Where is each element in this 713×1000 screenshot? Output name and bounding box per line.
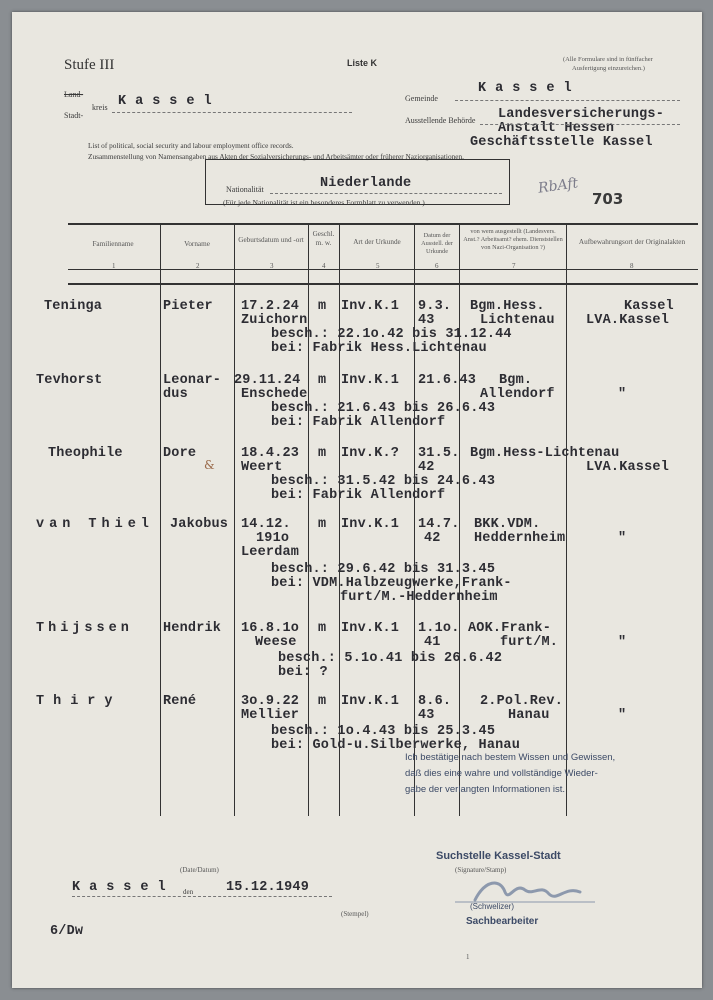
column-number-8: 8 bbox=[630, 262, 634, 270]
record-6-docdate-1: 8.6. bbox=[418, 694, 452, 709]
record-5-docdate-1: 1.1o. bbox=[418, 621, 460, 636]
nationality-label: Nationalität bbox=[226, 185, 264, 194]
record-1-issuer-2: Lichtenau bbox=[480, 313, 555, 328]
record-3-employment: besch.: 31.5.42 bis 24.6.43 bbox=[271, 474, 496, 489]
stadt-label: Stadt- bbox=[64, 111, 84, 120]
record-6-doctype: Inv.K.1 bbox=[341, 694, 400, 709]
record-6-given: René bbox=[163, 694, 197, 709]
handwritten-number: 703 bbox=[592, 190, 624, 208]
nationality-underline bbox=[270, 193, 502, 194]
record-3-issuer: Bgm.Hess-Lichtenau bbox=[470, 446, 620, 461]
record-3-doctype: Inv.K.? bbox=[341, 446, 400, 461]
record-4-birthplace: Leerdam bbox=[241, 545, 300, 560]
column-number-5: 5 bbox=[376, 262, 380, 270]
gemeinde-value: Kassel bbox=[478, 81, 581, 96]
behoerde-underline bbox=[480, 124, 680, 125]
record-2-family: Tevhorst bbox=[36, 373, 103, 388]
record-4-sex: m bbox=[318, 517, 327, 532]
kreis-value: Kassel bbox=[118, 94, 221, 109]
col-divider-2 bbox=[234, 224, 235, 816]
record-2-issuer-1: Bgm. bbox=[499, 373, 533, 388]
record-2-birthplace: Enschede bbox=[241, 387, 308, 402]
nationality-note: (Für jede Nationalität ist ein besonderes Formblatt zu verwenden.) bbox=[223, 198, 425, 207]
record-5-birthdate: 16.8.1o bbox=[241, 621, 300, 636]
kreis-underline bbox=[112, 112, 352, 113]
record-1-issuer-1: Bgm.Hess. bbox=[470, 299, 545, 314]
col-divider-7 bbox=[566, 224, 567, 816]
record-5-sex: m bbox=[318, 621, 327, 636]
copies-note-2: Ausfertigung einzureichen.) bbox=[572, 65, 645, 72]
record-4-given: Jakobus bbox=[170, 517, 229, 532]
record-4-employer: bei: VDM.Halbzeugwerke,Frank- bbox=[271, 576, 512, 591]
record-5-issuer-2: furt/M. bbox=[500, 635, 559, 650]
record-2-employment: besch.: 21.6.43 bis 26.6.43 bbox=[271, 401, 496, 416]
record-5-employment: besch.: 5.1o.41 bis 26.6.42 bbox=[278, 651, 503, 666]
record-4-employment: besch.: 29.6.42 bis 31.3.45 bbox=[271, 562, 496, 577]
record-1-family: Teninga bbox=[44, 299, 103, 314]
record-2-given: Leonar- bbox=[163, 373, 222, 388]
behoerde-line-1: Landesversicherungs- bbox=[498, 107, 665, 122]
record-2-issuer-2: Allendorf bbox=[480, 387, 555, 402]
record-2-archive: " bbox=[618, 387, 627, 402]
office-stamp: Suchstelle Kassel-Stadt bbox=[436, 850, 561, 862]
column-header-archive: Aufbewahrungsort der Originalakten bbox=[578, 238, 686, 246]
land-label: Land- bbox=[64, 90, 84, 99]
record-1-sex: m bbox=[318, 299, 327, 314]
copies-note-1: (Alle Formulare sind in fünffacher bbox=[563, 56, 653, 63]
record-2-employer: bei: Fabrik Allendorf bbox=[271, 415, 446, 430]
record-5-doctype: Inv.K.1 bbox=[341, 621, 400, 636]
kreis-label: kreis bbox=[92, 103, 108, 112]
record-2-birthdate: 29.11.24 bbox=[234, 373, 301, 388]
record-6-docdate-2: 43 bbox=[418, 708, 435, 723]
record-4-doctype: Inv.K.1 bbox=[341, 517, 400, 532]
column-header-sex: Geschl. m. w. bbox=[312, 230, 335, 247]
signer-name: (Schwelizer) bbox=[470, 902, 515, 911]
record-4-archive: " bbox=[618, 531, 627, 546]
column-header-docdate: Datum der Ausstell. der Urkunde bbox=[421, 232, 453, 255]
column-header-issuer: von wem ausgestellt (Landesvers. Anst.? Arbeitsamt? ehem. Dienststellen von Nazi-Organisation ?) bbox=[463, 228, 563, 251]
record-5-archive: " bbox=[618, 635, 627, 650]
record-3-archive: LVA.Kassel bbox=[586, 460, 670, 475]
column-header-given: Vorname bbox=[184, 240, 210, 248]
record-5-birthplace: Weese bbox=[255, 635, 297, 650]
record-1-birthdate: 17.2.24 bbox=[241, 299, 300, 314]
record-5-docdate-2: 41 bbox=[424, 635, 441, 650]
record-1-employer: bei: Fabrik Hess.Lichtenau bbox=[271, 341, 487, 356]
reference-code: 6/Dw bbox=[50, 924, 84, 939]
record-2-given-cont: dus bbox=[163, 387, 188, 402]
handwritten-mark: RbAft bbox=[537, 175, 580, 197]
certification-line-3: gabe der verlangten Informationen ist. bbox=[405, 784, 566, 795]
record-4-docdate-2: 42 bbox=[424, 531, 441, 546]
record-4-birthyear: 191o bbox=[256, 531, 290, 546]
record-6-birthdate: 3o.9.22 bbox=[241, 694, 300, 709]
behoerde-line-3: Geschäftsstelle Kassel bbox=[470, 135, 653, 150]
column-number-4: 4 bbox=[322, 262, 326, 270]
signature-label: (Signature/Stamp) bbox=[455, 866, 507, 874]
record-3-family: Theophile bbox=[48, 446, 123, 461]
intro-german: Zusammenstellung von Namensangaben aus Akten der Sozialversicherungs- und Arbeitsämter oder früherer Naziorganisationen. bbox=[88, 152, 464, 161]
record-3-handwritten-ampersand: & bbox=[204, 458, 215, 472]
column-number-3: 3 bbox=[270, 262, 274, 270]
record-2-doctype: Inv.K.1 bbox=[341, 373, 400, 388]
header-divider bbox=[68, 269, 698, 270]
record-6-archive: " bbox=[618, 708, 627, 723]
record-6-issuer-2: Hanau bbox=[508, 708, 550, 723]
record-4-family: van Thiel bbox=[36, 517, 154, 532]
record-4-docdate-1: 14.7. bbox=[418, 517, 460, 532]
record-3-birthdate: 18.4.23 bbox=[241, 446, 300, 461]
certification-line-2: daß dies eine wahre und vollständige Wieder- bbox=[405, 768, 598, 779]
column-number-1: 1 bbox=[112, 262, 116, 270]
record-4-issuer-1: BKK.VDM. bbox=[474, 517, 541, 532]
page-number: 1 bbox=[466, 953, 470, 961]
behoerde-line-2: Anstalt Hessen bbox=[498, 121, 615, 136]
record-3-given: Dore bbox=[163, 446, 197, 461]
record-1-birthplace: Zuichorn bbox=[241, 313, 308, 328]
record-6-issuer-1: 2.Pol.Rev. bbox=[480, 694, 564, 709]
column-header-birth: Geburtsdatum und -ort bbox=[238, 236, 304, 244]
stufe-label: Stufe III bbox=[64, 57, 115, 73]
record-5-issuer-1: AOK.Frank- bbox=[468, 621, 552, 636]
record-3-birthplace: Weert bbox=[241, 460, 283, 475]
record-6-employer: bei: Gold-u.Silberwerke, Hanau bbox=[271, 738, 521, 753]
stempel-label: (Stempel) bbox=[341, 910, 369, 918]
record-5-family: Thijssen bbox=[36, 621, 133, 636]
column-number-6: 6 bbox=[435, 262, 439, 270]
record-1-archive-2: LVA.Kassel bbox=[586, 313, 670, 328]
record-5-given: Hendrik bbox=[163, 621, 222, 636]
behoerde-label: Ausstellende Behörde bbox=[405, 116, 476, 125]
column-number-7: 7 bbox=[512, 262, 516, 270]
intro-english: List of political, social security and labour employment office records. bbox=[88, 141, 294, 150]
certification-line-1: Ich bestätige nach bestem Wissen und Gewissen, bbox=[405, 752, 616, 763]
liste-label: Liste K bbox=[347, 58, 378, 68]
signer-role: Sachbearbeiter bbox=[466, 916, 539, 927]
record-1-docdate-2: 43 bbox=[418, 313, 435, 328]
record-6-family: Thiry bbox=[36, 694, 122, 709]
record-6-birthplace: Mellier bbox=[241, 708, 300, 723]
col-divider-1 bbox=[160, 224, 161, 816]
column-number-2: 2 bbox=[196, 262, 200, 270]
column-header-family: Familienname bbox=[92, 240, 134, 248]
record-5-employer: bei: ? bbox=[278, 665, 328, 680]
record-4-birthdate: 14.12. bbox=[241, 517, 291, 532]
record-2-docdate-1: 21.6.43 bbox=[418, 373, 477, 388]
gemeinde-label: Gemeinde bbox=[405, 94, 438, 103]
column-header-doctype: Art der Urkunde bbox=[353, 238, 401, 246]
header-bottom-rule bbox=[68, 283, 698, 285]
record-1-doctype: Inv.K.1 bbox=[341, 299, 400, 314]
record-2-sex: m bbox=[318, 373, 327, 388]
record-6-employment: besch.: 1o.4.43 bis 25.3.45 bbox=[271, 724, 496, 739]
record-1-archive-1: Kassel bbox=[624, 299, 674, 314]
gemeinde-underline bbox=[455, 100, 680, 101]
table-top-rule bbox=[68, 223, 698, 225]
record-1-docdate-1: 9.3. bbox=[418, 299, 452, 314]
record-4-issuer-2: Heddernheim bbox=[474, 531, 566, 546]
footer-place: Kassel bbox=[72, 880, 175, 895]
record-1-employment: besch.: 22.1o.42 bis 31.12.44 bbox=[271, 327, 512, 342]
record-3-sex: m bbox=[318, 446, 327, 461]
nationality-value: Niederlande bbox=[320, 176, 412, 191]
date-label: (Date/Datum) bbox=[180, 866, 219, 874]
record-4-employer-cont: furt/M.-Heddernheim bbox=[340, 590, 498, 605]
footer-date-underline bbox=[72, 896, 332, 897]
record-3-docdate-1: 31.5. bbox=[418, 446, 460, 461]
record-6-sex: m bbox=[318, 694, 327, 709]
record-3-employer: bei: Fabrik Allendorf bbox=[271, 488, 446, 503]
footer-date: 15.12.1949 bbox=[226, 880, 310, 895]
record-3-docdate-2: 42 bbox=[418, 460, 435, 475]
signature-scribble bbox=[445, 872, 605, 908]
record-1-given: Pieter bbox=[163, 299, 213, 314]
footer-den: den bbox=[183, 888, 194, 896]
